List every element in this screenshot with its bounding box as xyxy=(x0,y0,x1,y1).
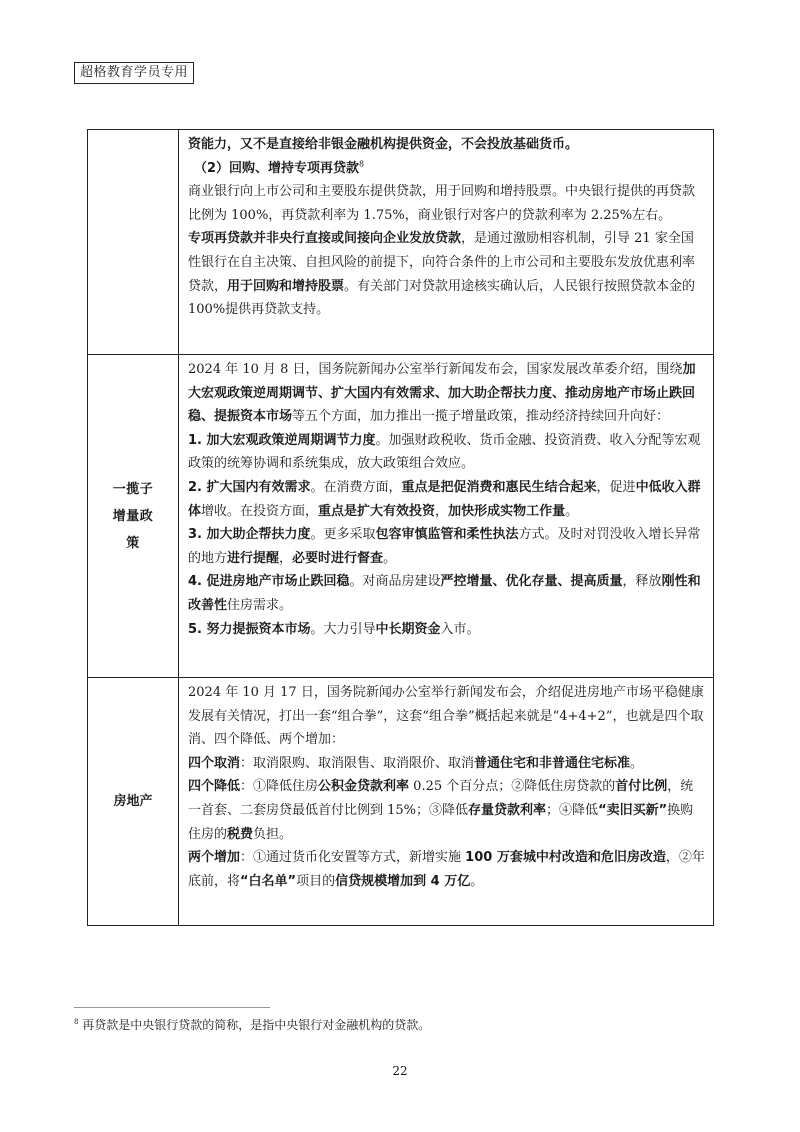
text-run: ， xyxy=(435,503,449,519)
text-run: 2024 年 10 月 8 日，国务院新闻办公室举行新闻发布会，国家发展改革委介绍，围绕 xyxy=(188,362,683,377)
bold-text: （2）回购、增持专项再贷款 xyxy=(194,160,360,176)
text-run: 。 xyxy=(470,873,484,889)
table-row xyxy=(88,355,714,678)
row-label-text: 房地产 xyxy=(113,794,153,809)
text-run: 0.25 个百分点；②降低住房贷款的 xyxy=(409,779,616,795)
text-run: ：①降低住房 xyxy=(240,779,319,795)
text-run: 。 xyxy=(630,755,644,771)
policy-table-body xyxy=(88,130,714,926)
bold-text: 重点是扩大有效投资 xyxy=(318,503,436,519)
bold-text: 3. 加大助企帮扶力度 xyxy=(188,527,311,543)
bold-text: 普通住宅和非普通住宅标准 xyxy=(474,755,631,771)
row-content xyxy=(179,355,714,678)
paragraph xyxy=(188,133,706,157)
bold-text: “卖旧买新” xyxy=(598,802,668,818)
text-run: 入市。 xyxy=(440,621,480,637)
bold-text: 存量贷款利率 xyxy=(468,802,547,818)
row-label xyxy=(88,130,179,355)
text-run: ：取消限购、取消限售、取消限价、取消 xyxy=(240,755,475,771)
policy-table xyxy=(87,129,714,926)
text-run: ， xyxy=(279,550,293,566)
table-row xyxy=(88,678,714,926)
text-run: ：①通过货币化安置等方式，新增实施 xyxy=(240,850,466,866)
bold-text: 四个取消 xyxy=(188,755,241,771)
paragraph xyxy=(188,775,706,846)
bold-text: 税费 xyxy=(227,826,254,842)
bold-text: 5. 努力提振资本市场 xyxy=(188,621,311,637)
text-run: 住房需求。 xyxy=(227,597,293,613)
bold-text: 首付比例 xyxy=(615,779,668,795)
text-run: 。对商品房建设 xyxy=(349,574,441,590)
text-run: ，②年底前，将 xyxy=(188,850,705,889)
bold-text: 必要时进行督查 xyxy=(292,550,384,566)
row-label xyxy=(88,678,179,926)
text-run: 项目的 xyxy=(296,873,336,889)
row-label-text: 一揽子增量政策 xyxy=(112,481,154,551)
bold-text: 四个降低 xyxy=(188,779,241,795)
paragraph xyxy=(188,227,706,321)
paragraph xyxy=(188,523,706,570)
bold-text: 加大宏观政策逆周期调节、扩大国内有效需求、加大助企帮扶力度、推动房地产市场止跌回稳、提振资本市场 xyxy=(188,362,696,425)
text-run: ，促进 xyxy=(596,479,636,495)
paragraph xyxy=(188,358,706,429)
page-number: 22 xyxy=(392,1064,408,1078)
text-run: ，统一首套、二套房贷最低首付比例到 15%；③降低 xyxy=(188,779,694,818)
header-label: 超格教育学员专用 xyxy=(74,62,194,84)
bold-text: 2. 扩大国内有效需求 xyxy=(188,479,311,495)
text-run: 2024 年 10 月 17 日，国务院新闻办公室举行新闻发布会，介绍促进房地产市场平稳健康发展有关情况，打出一套“组合拳”，这套“组合拳”概括起来就是“4+4+2”，也就是四个取消、四个降低、两个增加： xyxy=(188,685,704,748)
text-run: 方式。及时对罚没收入增长异常的地方 xyxy=(188,527,701,566)
text-run: ，是通过激励相容机制，引导 21 家全国性银行在自主决策、自担风险的前提下，向符合条件的上市公司和主要股东发放优惠利率贷款， xyxy=(188,231,696,294)
text-run: ；④降低 xyxy=(546,802,599,818)
paragraph xyxy=(188,476,706,523)
bold-text: 专项再贷款并非央行直接或间接向企业发放贷款 xyxy=(188,231,462,247)
bold-text: 1. 加大宏观政策逆周期调节力度 xyxy=(188,432,376,448)
bold-text: 包容审慎监管和柔性执法 xyxy=(375,527,519,543)
bold-text: 中长期资金 xyxy=(375,621,441,637)
bold-text: 中低收入群体 xyxy=(188,479,701,519)
bold-text: 进行提醒 xyxy=(227,550,280,566)
text-run: 增收。在投资方面， xyxy=(201,503,319,519)
text-run: 等五个方面，加力推出一揽子增量政策，推动经济持续回升向好： xyxy=(292,409,670,425)
row-label xyxy=(88,355,179,678)
bold-text: 重点是把促消费和惠民生结合起来 xyxy=(401,479,597,495)
bold-text: 用于回购和增持股票 xyxy=(227,278,345,294)
paragraph xyxy=(188,180,706,227)
paragraph xyxy=(188,846,706,893)
bold-text: 资能力，又不是直接给非银金融机构提供资金，不会投放基础货币。 xyxy=(188,137,579,152)
bold-text: 公积金贷款利率 xyxy=(318,779,410,795)
bold-text: 4. 促进房地产市场止跌回稳 xyxy=(188,574,350,590)
text-run: 。在消费方面， xyxy=(310,479,402,495)
bold-text: 100 万套城中村改造和危旧房改造 xyxy=(465,850,666,866)
bold-text: 刚性和改善性 xyxy=(188,574,701,613)
row-content xyxy=(179,130,714,355)
text-run: ，释放 xyxy=(622,574,662,590)
text-run: 。加强财政税收、货币金融、投资消费、收入分配等宏观政策的统筹协调和系统集成，放大政策组合效应。 xyxy=(188,432,701,472)
text-run: 。更多采取 xyxy=(310,527,376,543)
row-content xyxy=(179,678,714,926)
footnote-text: 再贷款是中央银行贷款的简称，是指中央银行对金融机构的贷款。 xyxy=(82,1018,431,1032)
footnote-reference: 8 xyxy=(359,159,365,169)
bold-text: 严控增量、优化存量、提高质量 xyxy=(440,574,623,590)
paragraph xyxy=(188,157,706,181)
table-row xyxy=(88,130,714,355)
footnote-divider xyxy=(74,1007,270,1008)
paragraph xyxy=(188,752,706,776)
bold-text: 信贷规模增加到 4 万亿 xyxy=(335,873,471,889)
text-run: 。大力引导 xyxy=(310,621,376,637)
text-run: 商业银行向上市公司和主要股东提供贷款，用于回购和增持股票。中央银行提供的再贷款比例为 100%，再贷款利率为 1.75%，商业银行对客户的贷款利率为 2.25%左右。 xyxy=(188,184,696,223)
paragraph xyxy=(188,570,706,617)
text-run: 换购住房的 xyxy=(188,802,694,842)
footnote-marker: 8 xyxy=(74,1018,79,1026)
bold-text: “白名单” xyxy=(240,873,297,889)
text-run: 。 xyxy=(565,503,579,519)
text-run: 。有关部门对贷款用途核实确认后，人民银行按照贷款本金的 100%提供再贷款支持。 xyxy=(188,278,696,318)
paragraph xyxy=(188,681,706,752)
bold-text: 加快形成实物工作量 xyxy=(448,503,566,519)
bold-text: 两个增加 xyxy=(188,850,241,866)
paragraph xyxy=(188,429,706,476)
paragraph xyxy=(188,618,706,642)
text-run: 负担。 xyxy=(253,826,293,842)
text-run: 。 xyxy=(383,550,397,566)
footnote xyxy=(74,1017,430,1033)
